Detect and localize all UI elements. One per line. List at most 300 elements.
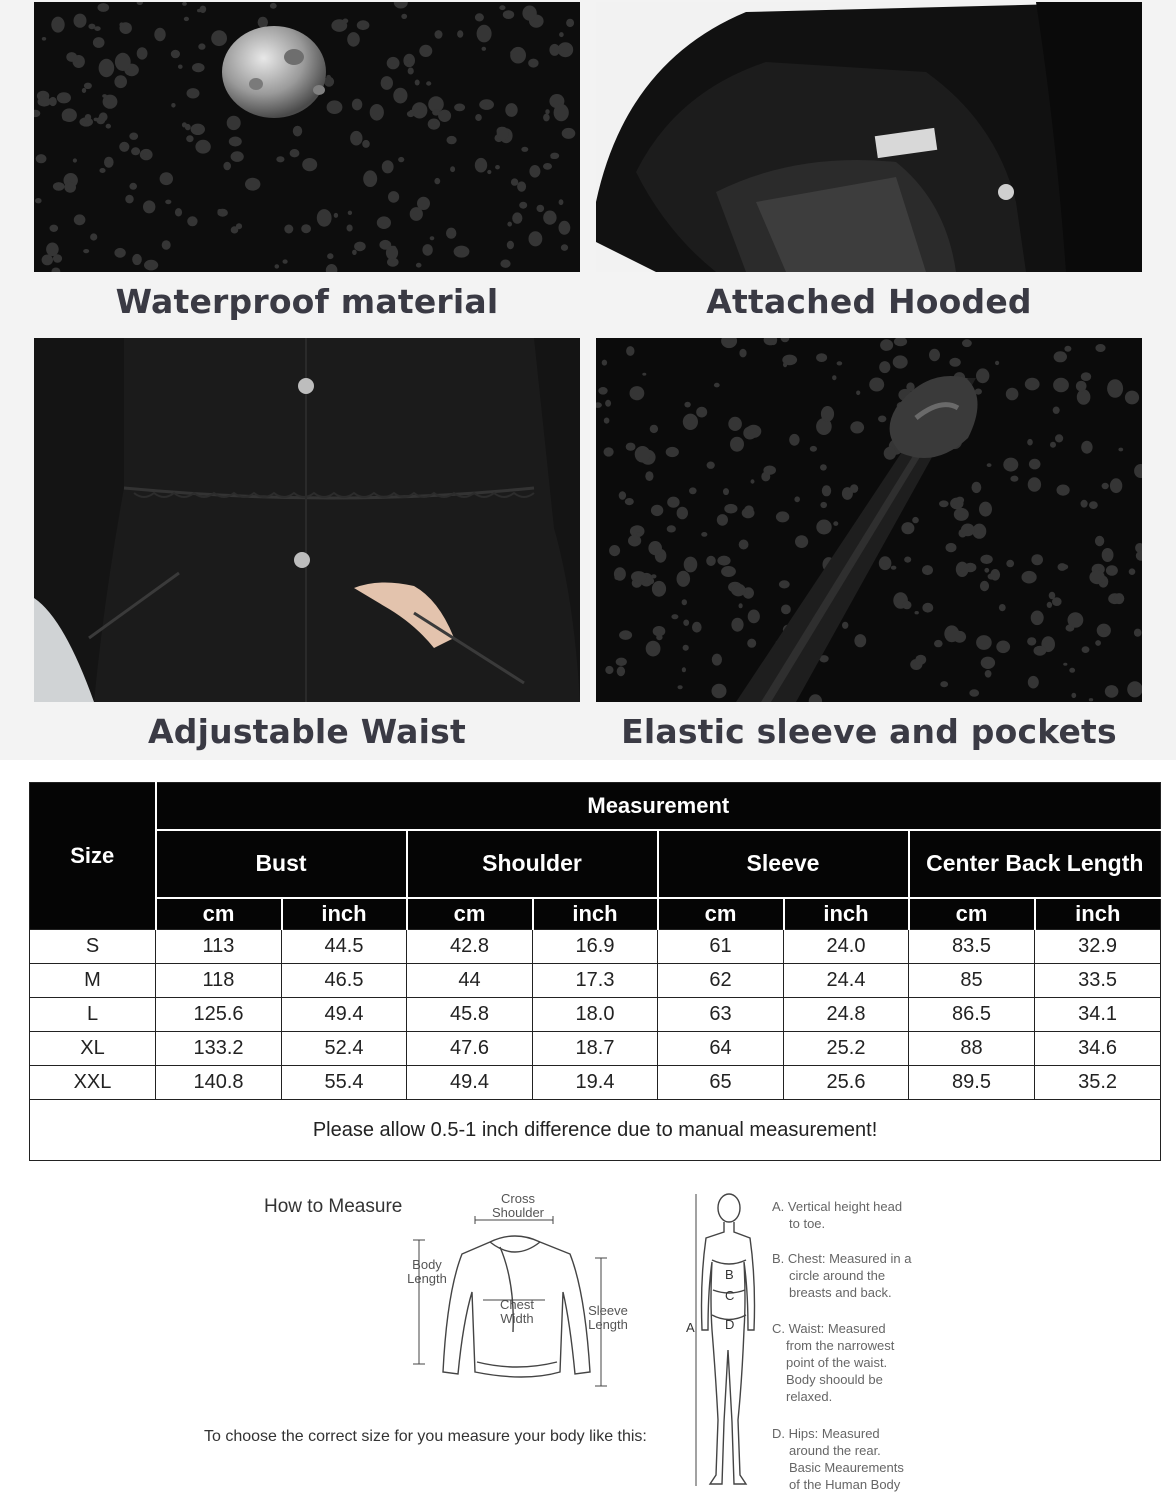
water-droplet [1102, 548, 1114, 562]
water-droplet [1127, 681, 1142, 697]
water-droplet [984, 568, 989, 573]
body-mark-a: A [686, 1320, 695, 1335]
water-droplet [545, 109, 549, 114]
water-droplet [626, 346, 634, 356]
water-droplet [258, 17, 268, 28]
water-droplet [293, 126, 302, 137]
water-droplet [178, 65, 183, 69]
water-droplet [290, 149, 300, 157]
water-droplet [969, 689, 979, 696]
water-droplet [980, 581, 989, 591]
water-droplet [728, 417, 742, 431]
water-droplet [352, 99, 362, 111]
water-droplet [510, 47, 526, 64]
water-droplet [1081, 500, 1088, 508]
water-droplet [677, 571, 691, 587]
water-droplet [46, 243, 59, 257]
water-droplet [171, 50, 180, 59]
unit-header: inch [533, 898, 658, 930]
water-droplet [961, 524, 975, 537]
water-droplet [635, 446, 651, 463]
water-droplet [878, 416, 886, 423]
water-droplet [428, 119, 440, 130]
water-droplet [648, 541, 662, 555]
caption-elastic-sleeve-pockets: Elastic sleeve and pockets [621, 712, 1117, 751]
water-droplet [50, 225, 59, 232]
water-droplet [683, 414, 698, 430]
water-droplet [1031, 611, 1044, 626]
water-droplet [649, 578, 654, 584]
water-droplet [1095, 640, 1101, 646]
water-droplet [1034, 646, 1047, 656]
water-droplet [1028, 477, 1041, 492]
water-droplet [500, 260, 510, 268]
water-droplet [417, 197, 430, 210]
water-droplet [503, 10, 514, 19]
water-droplet [604, 447, 614, 456]
water-droplet [822, 485, 831, 496]
water-droplet [357, 20, 370, 30]
water-droplet [129, 183, 137, 190]
water-droplet [519, 202, 527, 209]
water-droplet [616, 658, 627, 666]
water-droplet [902, 601, 911, 609]
how-to-measure-title: How to Measure [264, 1196, 403, 1217]
water-droplet [559, 32, 564, 37]
table-cell: 52.4 [282, 1032, 407, 1066]
water-droplet [850, 484, 858, 493]
water-droplet [652, 581, 666, 597]
water-droplet [388, 191, 399, 203]
table-cell: 49.4 [282, 998, 407, 1032]
water-droplet [197, 9, 201, 12]
water-droplet [195, 140, 210, 154]
table-cell: 133.2 [156, 1032, 282, 1066]
caption-waterproof-material: Waterproof material [115, 282, 499, 321]
water-droplet [511, 178, 518, 185]
water-droplet [479, 99, 494, 110]
water-droplet [884, 447, 896, 460]
water-droplet [270, 3, 277, 9]
water-droplet [987, 463, 992, 467]
water-droplet [386, 246, 398, 260]
water-droplet [954, 508, 969, 521]
water-droplet [656, 635, 662, 641]
table-cell: 16.9 [533, 930, 658, 964]
photo-adjustable-waist [34, 338, 580, 702]
size-cell: S [30, 930, 156, 964]
water-droplet [651, 505, 663, 516]
water-droplet [512, 212, 522, 223]
note-row [30, 1100, 1161, 1161]
water-droplet [184, 17, 189, 21]
water-droplet [236, 223, 242, 229]
table-cell: 42.8 [407, 930, 533, 964]
water-droplet [528, 59, 538, 68]
water-droplet [724, 504, 737, 514]
water-droplet [550, 153, 559, 159]
water-droplet [132, 254, 142, 265]
water-droplet [74, 14, 87, 28]
water-droplet [1006, 388, 1019, 401]
water-droplet [475, 114, 482, 121]
water-droplet [82, 88, 86, 93]
water-droplet [1027, 439, 1033, 446]
table-cell: 19.4 [533, 1066, 658, 1100]
water-droplet [229, 137, 242, 147]
table-cell: 113 [156, 930, 282, 964]
water-droplet [939, 500, 949, 507]
water-droplet [1069, 668, 1075, 673]
water-droplet [990, 569, 1000, 581]
water-droplet [1106, 565, 1118, 576]
water-droplet [949, 358, 960, 367]
water-droplet [1081, 441, 1092, 454]
water-droplet [646, 641, 661, 657]
water-droplet [617, 666, 625, 676]
water-droplet [879, 556, 892, 570]
legend-c: C. Waist: Measured from the narrowest point of the waist. Body shoould be relaxed. [772, 1321, 895, 1404]
water-droplet [730, 437, 744, 452]
water-droplet [1107, 379, 1123, 398]
table-cell: 89.5 [909, 1066, 1035, 1100]
water-droplet [404, 60, 409, 65]
caption-adjustable-waist: Adjustable Waist [148, 712, 466, 751]
water-droplet [1010, 476, 1018, 482]
water-droplet [537, 205, 545, 212]
water-droplet [667, 525, 676, 532]
water-droplet [129, 133, 138, 140]
water-droplet [447, 136, 457, 144]
water-droplet [816, 353, 827, 362]
water-droplet [1081, 372, 1091, 381]
water-droplet [171, 103, 175, 108]
water-droplet [604, 418, 610, 424]
unit-header: cm [407, 898, 533, 930]
water-droplet [944, 625, 959, 642]
water-droplet [707, 462, 715, 469]
water-droplet [192, 63, 205, 72]
water-droplet [106, 124, 111, 129]
water-droplet [408, 68, 414, 75]
table-cell: 61 [658, 930, 784, 964]
water-droplet [842, 622, 848, 629]
water-droplet [283, 259, 288, 263]
water-droplet [689, 487, 697, 494]
water-droplet [999, 604, 1006, 611]
water-droplet [625, 498, 634, 505]
water-droplet [980, 555, 992, 564]
label-sleeve-length: Sleeve Length [588, 1303, 628, 1332]
water-droplet [114, 248, 125, 258]
water-droplet [275, 264, 280, 268]
waist-illustration [34, 338, 580, 702]
water-droplet [619, 491, 626, 500]
water-droplet [731, 618, 743, 632]
water-droplet [642, 373, 646, 376]
table-cell: 25.2 [784, 1032, 909, 1066]
label-cross-shoulder: Cross Shoulder [491, 1191, 545, 1220]
water-droplet [1089, 501, 1098, 509]
water-droplet [979, 502, 992, 517]
water-droplet [507, 222, 512, 227]
water-droplet [454, 246, 470, 258]
jacket-measure-diagram [405, 1212, 625, 1402]
how-to-measure-section [0, 1172, 1176, 1500]
table-cell: 55.4 [282, 1066, 407, 1100]
water-droplet [748, 610, 760, 624]
water-droplet [1129, 568, 1136, 575]
water-droplet [53, 182, 65, 191]
water-droplet [559, 221, 571, 235]
water-droplet [794, 496, 800, 502]
water-droplet [981, 657, 995, 669]
water-droplet [763, 466, 776, 475]
water-droplet [120, 22, 132, 34]
water-droplet [1134, 629, 1142, 637]
water-droplet [154, 28, 165, 41]
water-droplet [683, 645, 689, 651]
measurement-note: Please allow 0.5-1 inch difference due to manual measurement! [30, 1100, 1161, 1161]
water-droplet [776, 511, 789, 522]
water-droplet [66, 52, 77, 62]
label-body-length: Body Length [407, 1257, 447, 1286]
water-droplet [114, 75, 127, 88]
water-droplet [922, 565, 933, 575]
header-measurement: Measurement [156, 783, 1161, 830]
water-droplet [499, 5, 505, 10]
water-droplet [566, 19, 574, 27]
table-cell: 18.7 [533, 1032, 658, 1066]
water-droplet [36, 154, 47, 163]
measure-instruction: To choose the correct size for you measure your body like this: [204, 1428, 647, 1445]
table-cell: 64 [658, 1032, 784, 1066]
water-droplet [1058, 563, 1067, 571]
water-droplet [619, 630, 632, 640]
table-cell: 18.0 [533, 998, 658, 1032]
water-droplet [959, 570, 963, 575]
photo-elastic-sleeve-pockets [596, 338, 1142, 702]
water-droplet [976, 368, 989, 383]
water-droplet [186, 135, 193, 142]
water-droplet [1053, 407, 1060, 414]
water-droplet [363, 170, 377, 187]
water-droplet [1103, 626, 1109, 631]
header-shoulder: Shoulder [407, 830, 658, 898]
water-droplet [187, 216, 197, 226]
water-droplet [475, 13, 484, 21]
body-mark-c: C [725, 1288, 735, 1303]
water-droplet [912, 517, 919, 523]
water-droplet [227, 116, 241, 130]
water-droplet [231, 151, 244, 162]
water-droplet [747, 639, 756, 648]
water-droplet [1102, 483, 1109, 489]
water-droplet [714, 383, 720, 388]
water-droplet [1076, 381, 1087, 392]
water-droplet [223, 162, 231, 171]
table-cell: 34.1 [1035, 998, 1161, 1032]
water-droplet [211, 30, 227, 46]
water-droplet [929, 349, 940, 361]
water-droplet [42, 37, 46, 41]
water-droplet [401, 14, 407, 19]
water-droplet [789, 434, 799, 446]
water-droplet [1057, 485, 1070, 496]
table-cell: 46.5 [282, 964, 407, 998]
water-droplet [412, 102, 428, 118]
table-cell: 24.8 [784, 998, 909, 1032]
water-droplet [84, 83, 92, 89]
water-droplet [143, 153, 151, 159]
water-droplet [651, 574, 656, 578]
unit-header: inch [784, 898, 909, 930]
water-droplet [609, 545, 620, 556]
water-droplet [739, 603, 743, 608]
water-droplet [891, 566, 897, 570]
water-droplet [144, 260, 158, 271]
water-droplet [348, 211, 352, 215]
body-mark-d: D [725, 1317, 735, 1332]
body-mark-b: B [725, 1267, 734, 1282]
water-droplet [880, 339, 893, 351]
water-droplet [407, 111, 415, 117]
water-droplet [42, 255, 53, 266]
water-droplet [1022, 571, 1037, 584]
water-droplet [626, 443, 636, 451]
water-droplet [438, 110, 451, 122]
table-cell: 25.6 [784, 1066, 909, 1100]
water-droplet [782, 355, 797, 366]
water-droplet [743, 427, 756, 440]
water-droplet [1064, 346, 1071, 352]
water-droplet [505, 103, 517, 117]
body-measure-diagram [682, 1190, 772, 1500]
unit-header: inch [282, 898, 407, 930]
water-droplet [125, 195, 133, 204]
water-droplet [331, 19, 347, 32]
water-droplet [554, 104, 569, 121]
table-cell: 118 [156, 964, 282, 998]
water-droplet [946, 543, 957, 552]
water-droplet [854, 634, 866, 647]
water-droplet [1029, 459, 1041, 470]
water-droplet [482, 47, 487, 51]
water-droplet [529, 231, 543, 246]
water-droplet [696, 407, 707, 418]
water-droplet [810, 446, 817, 452]
water-droplet [1027, 637, 1036, 645]
water-droplet [119, 142, 129, 152]
water-droplet [721, 566, 736, 577]
water-droplet [435, 30, 443, 39]
water-droplet [795, 535, 808, 548]
water-droplet [381, 76, 393, 90]
water-droplet [350, 131, 362, 146]
water-droplet [1047, 602, 1052, 608]
water-droplet [712, 654, 722, 666]
table-cell: 125.6 [156, 998, 282, 1032]
water-droplet [1114, 593, 1124, 604]
water-droplet [901, 522, 914, 534]
table-row [30, 998, 1161, 1032]
water-droplet [543, 114, 550, 122]
water-droplet [543, 163, 552, 170]
water-droplet [93, 37, 105, 48]
water-droplet [83, 249, 89, 253]
table-row [30, 964, 1161, 998]
water-droplet [393, 88, 407, 104]
table-row [30, 930, 1161, 964]
water-droplet [678, 685, 683, 689]
water-droplet [614, 567, 626, 581]
water-droplet [1125, 391, 1139, 405]
water-droplet [115, 53, 131, 71]
water-droplet [701, 532, 707, 537]
water-droplet [327, 253, 333, 259]
water-droplet [879, 361, 890, 373]
water-droplet [334, 213, 338, 218]
water-droplet [1053, 378, 1069, 393]
water-droplet [370, 104, 384, 121]
unit-header: cm [156, 898, 282, 930]
water-droplet [820, 502, 827, 508]
water-droplet [362, 140, 370, 148]
water-droplet [160, 172, 173, 185]
size-cell: M [30, 964, 156, 998]
water-droplet [90, 233, 97, 240]
water-droplet [175, 208, 182, 216]
water-droplet [62, 108, 77, 122]
table-cell: 45.8 [407, 998, 533, 1032]
table-cell: 62 [658, 964, 784, 998]
water-droplet [605, 400, 611, 407]
water-droplet [102, 94, 107, 98]
water-droplet [562, 128, 576, 139]
table-cell: 44.5 [282, 930, 407, 964]
water-droplet [671, 614, 678, 619]
water-droplet [352, 250, 357, 255]
water-droplet [347, 32, 360, 47]
water-droplet [645, 471, 653, 481]
water-droplet [137, 47, 148, 59]
size-cell: XXL [30, 1066, 156, 1100]
water-droplet [972, 482, 982, 493]
legend-b: B. Chest: Measured in a circle around the breasts and back. [772, 1251, 912, 1300]
water-droplet [1071, 693, 1076, 698]
water-droplet [165, 200, 171, 205]
water-droplet [1118, 448, 1123, 452]
water-droplet [598, 387, 607, 395]
water-droplet [816, 520, 831, 535]
water-droplet [529, 165, 540, 178]
water-droplet [104, 157, 114, 168]
water-droplet [856, 391, 860, 396]
table-cell: 32.9 [1035, 930, 1161, 964]
water-droplet [904, 557, 911, 563]
water-droplet [495, 165, 500, 169]
water-droplet [198, 43, 205, 49]
water-droplets-button-illustration [34, 2, 580, 272]
water-droplet [35, 198, 42, 203]
water-droplet [833, 521, 838, 526]
unit-header: cm [909, 898, 1035, 930]
unit-header: inch [1035, 898, 1161, 930]
water-droplet [302, 158, 317, 171]
table-row [30, 1032, 1161, 1066]
water-droplet [1095, 344, 1105, 352]
legend-d: D. Hips: Measured around the rear. Basic Meaurements of the Human Body [772, 1426, 904, 1492]
